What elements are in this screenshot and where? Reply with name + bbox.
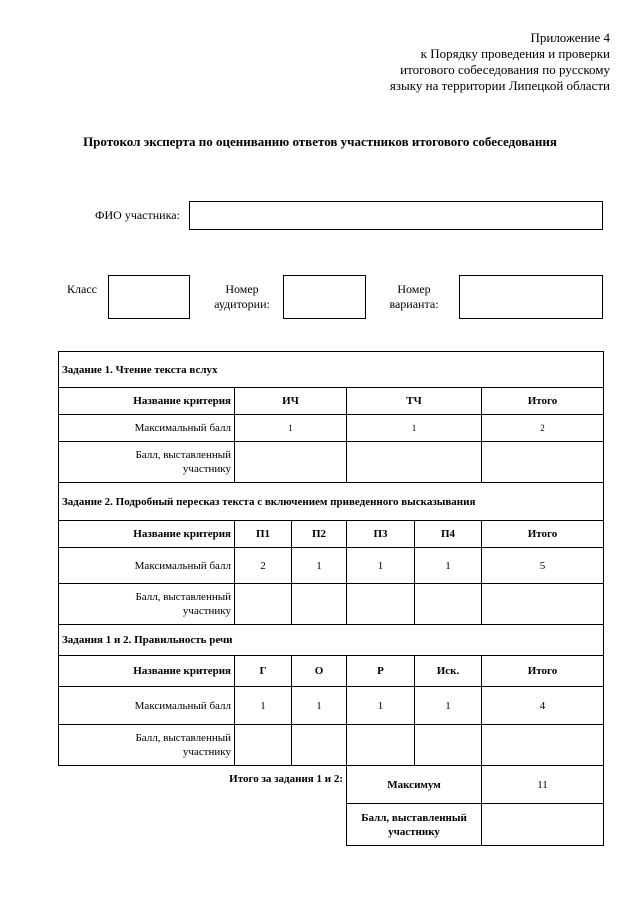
summary-row xyxy=(59,804,604,846)
table-row xyxy=(59,687,604,725)
task12-header-row xyxy=(59,625,604,656)
awarded-label-line: Балл, выставленный xyxy=(361,811,467,824)
room-label-line: аудитории: xyxy=(214,297,270,311)
criterion-cell: П1 xyxy=(235,521,292,548)
criterion-cell: П2 xyxy=(292,521,347,548)
table-row xyxy=(59,388,604,415)
max-value: 1 xyxy=(235,415,347,442)
awarded-input[interactable] xyxy=(482,725,604,766)
appendix-line: итогового собеседования по русскому xyxy=(400,62,610,77)
max-label: Максимальный балл xyxy=(59,548,235,584)
criterion-cell: Р xyxy=(347,656,415,687)
table-row xyxy=(59,548,604,584)
awarded-input[interactable] xyxy=(235,725,292,766)
max-value: 1 xyxy=(347,548,415,584)
criterion-header: Название критерия xyxy=(59,388,235,415)
class-label: Класс xyxy=(67,282,97,296)
table-row xyxy=(59,415,604,442)
awarded-input[interactable] xyxy=(292,725,347,766)
awarded-input[interactable] xyxy=(415,725,482,766)
summary-awarded-label xyxy=(347,804,482,846)
summary-label: Итого за задания 1 и 2: xyxy=(59,766,347,804)
max-value: 1 xyxy=(415,548,482,584)
task12-title: Задания 1 и 2. Правильность речи xyxy=(59,625,604,656)
awarded-label xyxy=(59,584,235,625)
fio-field[interactable] xyxy=(189,201,603,230)
max-total: 2 xyxy=(482,415,604,442)
max-value: 1 xyxy=(235,687,292,725)
criterion-header: Название критерия xyxy=(59,656,235,687)
variant-label-line: варианта: xyxy=(389,297,439,311)
variant-label xyxy=(376,282,452,312)
summary-max-value: 11 xyxy=(482,766,604,804)
total-header: Итого xyxy=(482,656,604,687)
awarded-label xyxy=(59,725,235,766)
appendix-header xyxy=(390,30,610,94)
max-total: 4 xyxy=(482,687,604,725)
table-row xyxy=(59,584,604,625)
max-value: 1 xyxy=(415,687,482,725)
criterion-header: Название критерия xyxy=(59,521,235,548)
awarded-input[interactable] xyxy=(347,442,482,483)
criterion-cell: О xyxy=(292,656,347,687)
task2-title: Задание 2. Подробный пересказ текста с включением приведенного высказывания xyxy=(59,483,604,521)
criterion-cell: ТЧ xyxy=(347,388,482,415)
task2-header-row xyxy=(59,483,604,521)
awarded-input[interactable] xyxy=(235,442,347,483)
table-row xyxy=(59,442,604,483)
table-row xyxy=(59,521,604,548)
total-header: Итого xyxy=(482,521,604,548)
total-header: Итого xyxy=(482,388,604,415)
max-value: 1 xyxy=(292,687,347,725)
criterion-cell: Иск. xyxy=(415,656,482,687)
room-field[interactable] xyxy=(283,275,366,319)
task1-header-row xyxy=(59,352,604,388)
max-value: 1 xyxy=(292,548,347,584)
criterion-cell: П4 xyxy=(415,521,482,548)
max-label: Максимальный балл xyxy=(59,687,235,725)
summary-max-label: Максимум xyxy=(347,766,482,804)
max-value: 1 xyxy=(347,687,415,725)
max-label: Максимальный балл xyxy=(59,415,235,442)
fio-label: ФИО участника: xyxy=(95,208,180,222)
summary-awarded-input[interactable] xyxy=(482,804,604,846)
awarded-label-line: Балл, выставленный xyxy=(135,449,231,461)
awarded-input[interactable] xyxy=(482,584,604,625)
table-row xyxy=(59,656,604,687)
page-title: Протокол эксперта по оцениванию ответов участников итогового собеседования xyxy=(83,134,557,149)
awarded-input[interactable] xyxy=(482,442,604,483)
awarded-input[interactable] xyxy=(347,725,415,766)
room-label xyxy=(204,282,280,312)
awarded-label-line: участнику xyxy=(182,746,231,758)
summary-spacer xyxy=(59,804,347,846)
awarded-label xyxy=(59,442,235,483)
task1-title: Задание 1. Чтение текста вслух xyxy=(59,352,604,388)
appendix-line: языку на территории Липецкой области xyxy=(389,78,610,93)
max-total: 5 xyxy=(482,548,604,584)
awarded-label-line: участнику xyxy=(182,605,231,617)
variant-field[interactable] xyxy=(459,275,603,319)
awarded-input[interactable] xyxy=(347,584,415,625)
awarded-label-line: участнику xyxy=(388,825,440,838)
room-label-line: Номер xyxy=(225,282,259,296)
max-value: 1 xyxy=(347,415,482,442)
appendix-line: Приложение 4 xyxy=(530,30,610,45)
variant-label-line: Номер xyxy=(397,282,431,296)
awarded-label-line: Балл, выставленный xyxy=(135,732,231,744)
awarded-label-line: Балл, выставленный xyxy=(135,591,231,603)
criterion-cell: ИЧ xyxy=(235,388,347,415)
criterion-cell: Г xyxy=(235,656,292,687)
awarded-input[interactable] xyxy=(235,584,292,625)
awarded-input[interactable] xyxy=(292,584,347,625)
scoring-table xyxy=(58,351,604,846)
max-value: 2 xyxy=(235,548,292,584)
table-row xyxy=(59,725,604,766)
awarded-label-line: участнику xyxy=(182,463,231,475)
criterion-cell: П3 xyxy=(347,521,415,548)
class-field[interactable] xyxy=(108,275,190,319)
summary-row xyxy=(59,766,604,804)
appendix-line: к Порядку проведения и проверки xyxy=(420,46,610,61)
awarded-input[interactable] xyxy=(415,584,482,625)
